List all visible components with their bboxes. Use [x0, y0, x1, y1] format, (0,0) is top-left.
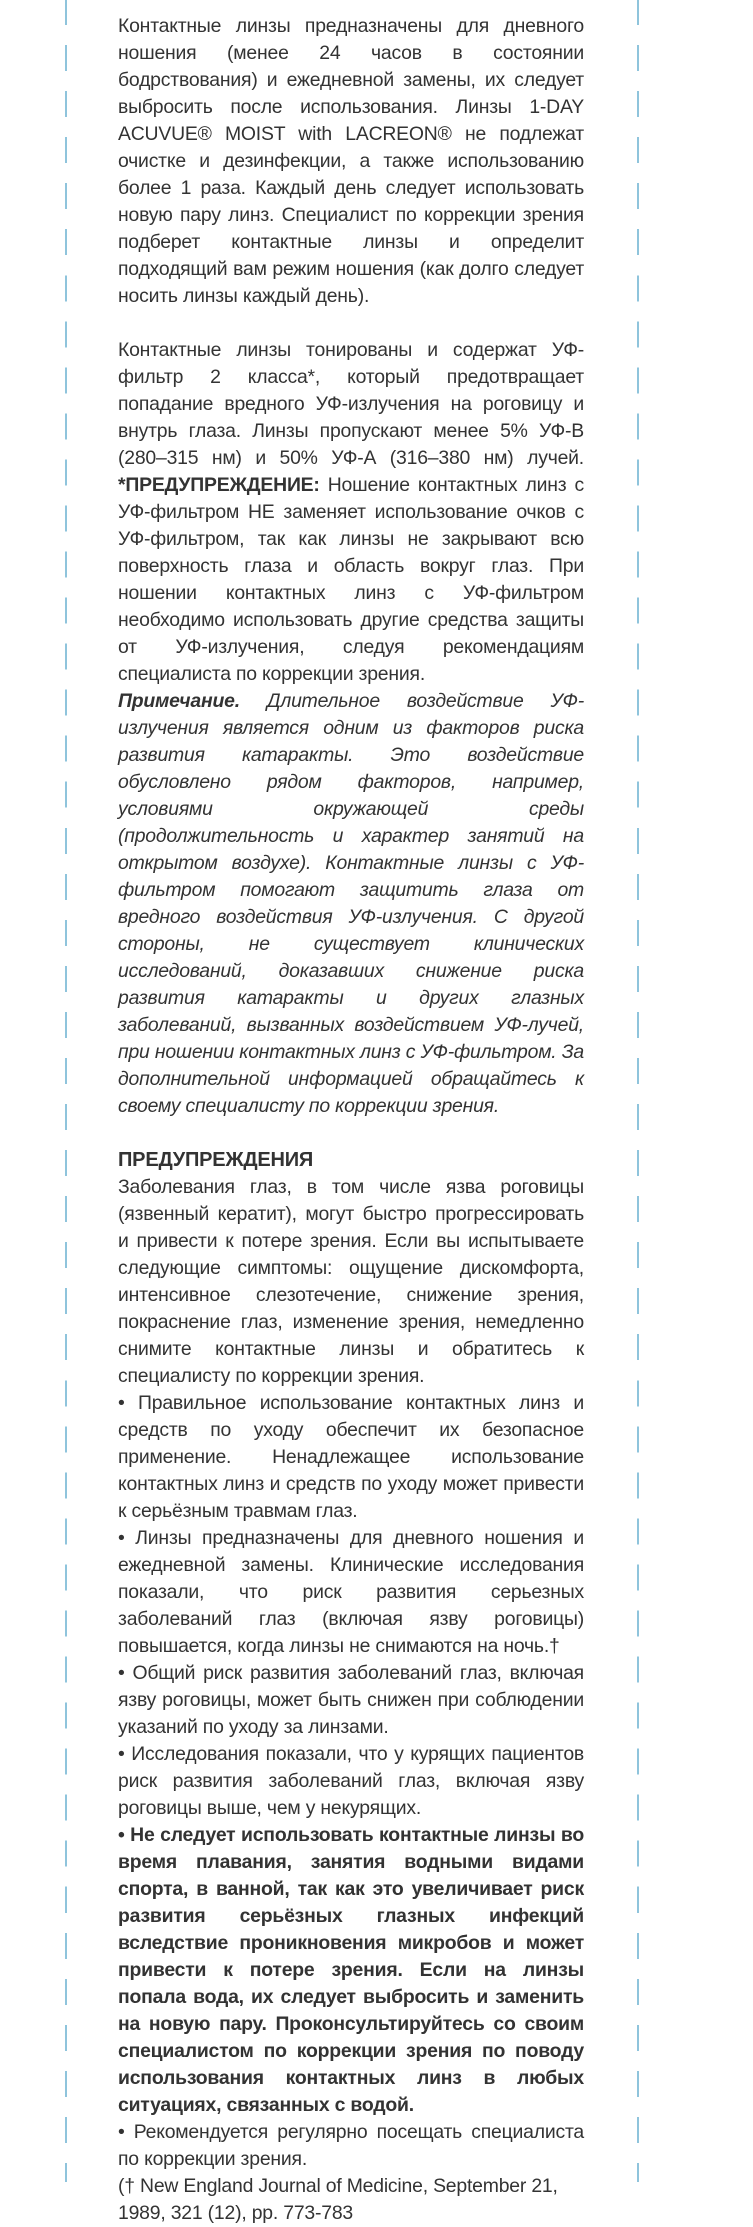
note-paragraph: [118, 688, 584, 1120]
warning-item: • Общий риск развития заболеваний глаз, включая язву роговицы, может быть снижен при соблюдении указаний по уходу за линзами.: [118, 1662, 584, 1738]
warnings-intro: Заболевания глаз, в том числе язва роговицы (язвенный кератит), могут быстро прогрессировать и привести к потере зрения. Если вы испытываете следующие симптомы: ощущение дискомфорта, интенсивное слезотечение, снижение зрения, покраснение глаз, изменение зрения, немедленно снимите контактные линзы и обратитесь к специалисту по коррекции зрения.: [118, 1176, 584, 1387]
footnote: († New England Journal of Medicine, September 21, 1989, 321 (12), pp. 773-783: [118, 2175, 558, 2224]
warning-item: • Правильное использование контактных линз и средств по уходу обеспечит их безопасное применение. Ненадлежащее использование контактных линз и средств по уходу может привести к серьёзным травмам глаз.: [118, 1392, 584, 1522]
left-dashed-edge: [65, 0, 67, 2182]
water-warning-item: • Не следует использовать контактные линзы во время плавания, занятия водными видами спорта, в ванной, так как это увеличивает риск развития серьёзных глазных инфекций вследствие проникновения микробов и может привести к потере зрения. Если на линзы попала вода, их следует выбросить и заменить на новую пару. Проконсультируйтесь со своим специалистом по коррекции зрения по поводу использования контактных линз в любых ситуациях, связанных с водой.: [118, 1824, 584, 2116]
warning-item: • Рекомендуется регулярно посещать специалиста по коррекции зрения.: [118, 2121, 584, 2170]
note-text: Длительное воздействие УФ-излучения является одним из факторов риска развития катаракты. Это воздействие обусловлено рядом факторов, например, условиями окружающей среды (продолжительность и характер занятий на открытом воздухе). Контактные линзы с УФ-фильтром помогают защитить глаза от вредного воздействия УФ-излучения. С другой стороны, не существует клинических исследований, доказавших снижение риска развития катаракты и других глазных заболеваний, вызванных воздействием УФ-лучей, при ношении контактных линз с УФ-фильтром. За дополнительной информацией обращайтесь к своему специалисту по коррекции зрения.: [118, 690, 584, 1117]
note-label: Примечание.: [118, 690, 240, 712]
warnings-heading: ПРЕДУПРЕЖДЕНИЯ: [118, 1149, 314, 1171]
leaflet-text: [118, 13, 584, 2227]
uv-filter-paragraph: [118, 337, 584, 688]
uv-warning-label: *ПРЕДУПРЕЖДЕНИЕ:: [118, 474, 320, 496]
paragraph-gap: [118, 310, 584, 337]
wear-schedule-paragraph: Контактные линзы предназначены для дневного ношения (менее 24 часов в состоянии бодрствования) и ежедневной замены, их следует выбросить после использования. Линзы 1-DAY ACUVUE® MOIST with LACREON® не подлежат очистке и дезинфекции, а также использованию более 1 раза. Каждый день следует использовать новую пару линз. Специалист по коррекции зрения подберет контактные линзы и определит подходящий вам режим ношения (как долго следует носить линзы каждый день).: [118, 15, 584, 307]
warning-item: • Линзы предназначены для дневного ношения и ежедневной замены. Клинические исследования показали, что риск развития серьезных заболеваний глаз (включая язву роговицы) повышается, когда линзы не снимаются на ночь.†: [118, 1527, 584, 1657]
paragraph-gap: [118, 1120, 584, 1147]
warning-item: • Исследования показали, что у курящих пациентов риск развития заболеваний глаз, включая язву роговицы выше, чем у некурящих.: [118, 1743, 584, 1819]
uv-warning-text: Ношение контактных линз с УФ-фильтром НЕ заменяет использование очков с УФ-фильтром, так как линзы не закрывают всю поверхность глаза и область вокруг глаз. При ношении контактных линз с УФ-фильтром необходимо использовать другие средства защиты от УФ-излучения, следуя рекомендациям специалиста по коррекции зрения.: [118, 474, 584, 685]
right-dashed-edge: [637, 0, 639, 2182]
uv-filter-text: Контактные линзы тонированы и содержат УФ-фильтр 2 класса*, который предотвращает попадание вредного УФ-излучения на роговицу и внутрь глаза. Линзы пропускают менее 5% УФ-В (280–315 нм) и 50% УФ-А (316–380 нм) лучей.: [118, 339, 584, 469]
